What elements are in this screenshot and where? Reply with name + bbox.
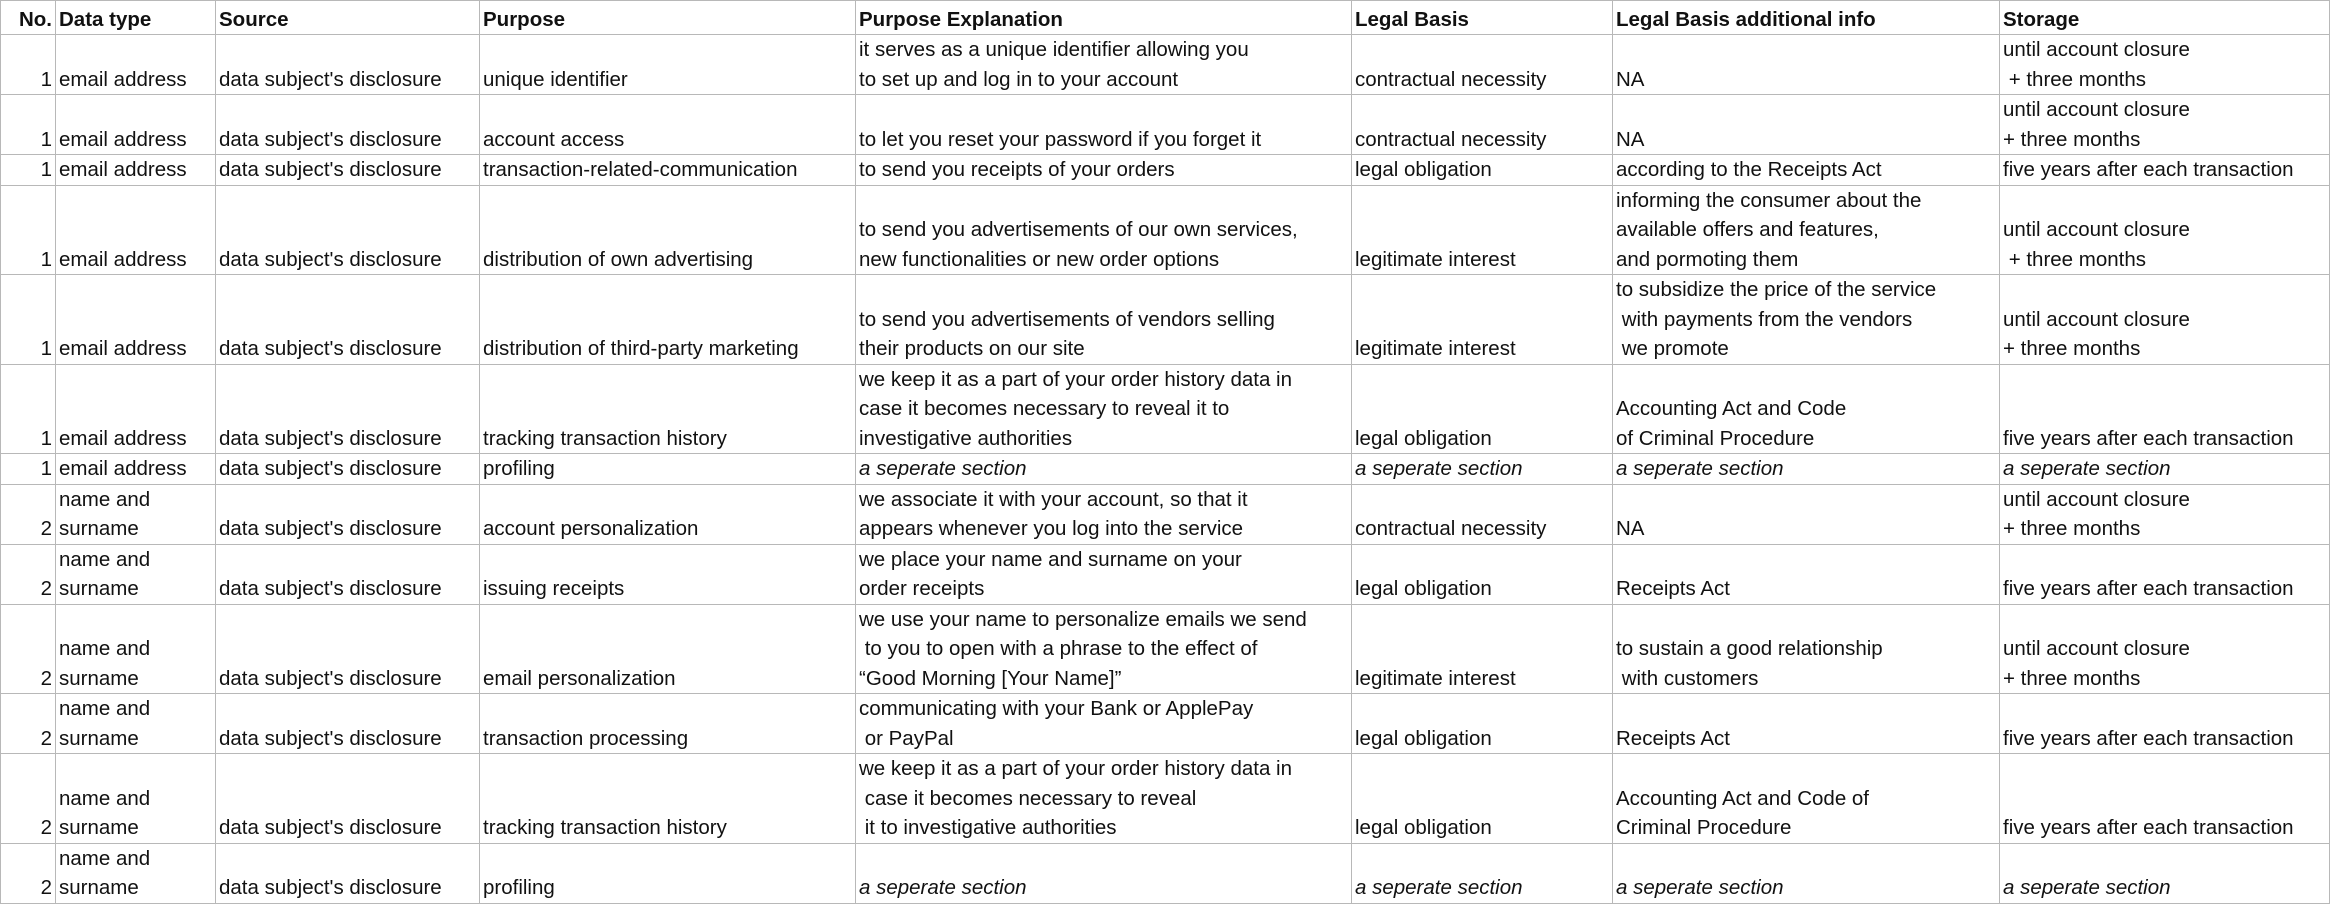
cell-source: data subject's disclosure [216,604,480,694]
cell-source: data subject's disclosure [216,364,480,454]
cell-legal-basis: legitimate interest [1352,275,1613,365]
cell-purpose-explanation: we place your name and surname on your order receipts [856,544,1352,604]
header-legal-basis-info: Legal Basis additional info [1613,1,2000,35]
table-row [1,364,2330,454]
cell-purpose-explanation: a seperate section [856,843,1352,903]
cell-legal-basis-info: NA [1613,95,2000,155]
table-row [1,275,2330,365]
cell-legal-basis: legal obligation [1352,544,1613,604]
cell-no: 2 [1,694,56,754]
cell-purpose-explanation: to send you advertisements of vendors selling their products on our site [856,275,1352,365]
table-row [1,155,2330,186]
cell-purpose: distribution of own advertising [480,185,856,275]
cell-storage: a seperate section [2000,454,2330,485]
table-row [1,185,2330,275]
cell-no: 1 [1,155,56,186]
cell-source: data subject's disclosure [216,843,480,903]
cell-legal-basis: a seperate section [1352,843,1613,903]
cell-purpose-explanation: we keep it as a part of your order history data in case it becomes necessary to reveal it to investigative authorities [856,754,1352,844]
header-legal-basis: Legal Basis [1352,1,1613,35]
cell-purpose: account personalization [480,484,856,544]
cell-source: data subject's disclosure [216,185,480,275]
cell-storage: five years after each transaction [2000,754,2330,844]
cell-storage: until account closure + three months [2000,275,2330,365]
cell-source: data subject's disclosure [216,484,480,544]
cell-no: 1 [1,275,56,365]
table-row [1,604,2330,694]
cell-data-type: name and surname [56,604,216,694]
cell-data-type: email address [56,155,216,186]
cell-legal-basis-info: NA [1613,35,2000,95]
cell-data-type: name and surname [56,694,216,754]
cell-legal-basis: legal obligation [1352,754,1613,844]
cell-no: 1 [1,185,56,275]
cell-storage: five years after each transaction [2000,544,2330,604]
cell-storage: until account closure + three months [2000,484,2330,544]
cell-no: 2 [1,484,56,544]
cell-purpose-explanation: we use your name to personalize emails we send to you to open with a phrase to the effect of “Good Morning [Your Name]” [856,604,1352,694]
cell-legal-basis-info: NA [1613,484,2000,544]
cell-source: data subject's disclosure [216,35,480,95]
cell-legal-basis-info: a seperate section [1613,454,2000,485]
cell-purpose-explanation: to send you advertisements of our own services, new functionalities or new order options [856,185,1352,275]
cell-legal-basis-info: informing the consumer about the available offers and features, and pormoting them [1613,185,2000,275]
cell-legal-basis: contractual necessity [1352,95,1613,155]
table-row [1,843,2330,903]
cell-purpose: issuing receipts [480,544,856,604]
cell-purpose: account access [480,95,856,155]
table-row [1,95,2330,155]
cell-purpose: email personalization [480,604,856,694]
header-no: No. [1,1,56,35]
cell-source: data subject's disclosure [216,275,480,365]
header-source: Source [216,1,480,35]
cell-purpose-explanation: we associate it with your account, so that it appears whenever you log into the service [856,484,1352,544]
table-row [1,694,2330,754]
cell-legal-basis-info: to subsidize the price of the service with payments from the vendors we promote [1613,275,2000,365]
cell-data-type: email address [56,454,216,485]
cell-legal-basis: contractual necessity [1352,35,1613,95]
cell-source: data subject's disclosure [216,754,480,844]
cell-source: data subject's disclosure [216,155,480,186]
cell-storage: until account closure + three months [2000,185,2330,275]
cell-storage: a seperate section [2000,843,2330,903]
cell-purpose-explanation: to send you receipts of your orders [856,155,1352,186]
cell-legal-basis-info: Accounting Act and Code of Criminal Procedure [1613,754,2000,844]
cell-legal-basis-info: Accounting Act and Code of Criminal Procedure [1613,364,2000,454]
cell-data-type: email address [56,35,216,95]
header-purpose-explanation: Purpose Explanation [856,1,1352,35]
cell-storage: five years after each transaction [2000,694,2330,754]
cell-storage: five years after each transaction [2000,155,2330,186]
header-storage: Storage [2000,1,2330,35]
cell-purpose: transaction-related-communication [480,155,856,186]
cell-no: 2 [1,544,56,604]
cell-source: data subject's disclosure [216,95,480,155]
cell-purpose-explanation: we keep it as a part of your order history data in case it becomes necessary to reveal it to investigative authorities [856,364,1352,454]
cell-data-type: email address [56,364,216,454]
table-row [1,484,2330,544]
cell-legal-basis-info: Receipts Act [1613,694,2000,754]
cell-purpose: profiling [480,454,856,485]
cell-purpose-explanation: communicating with your Bank or ApplePay or PayPal [856,694,1352,754]
cell-legal-basis: legal obligation [1352,155,1613,186]
header-row [1,1,2330,35]
cell-data-type: email address [56,185,216,275]
cell-purpose: unique identifier [480,35,856,95]
table-row [1,35,2330,95]
cell-no: 1 [1,454,56,485]
cell-legal-basis: legitimate interest [1352,604,1613,694]
header-data-type: Data type [56,1,216,35]
cell-purpose: profiling [480,843,856,903]
table-row [1,454,2330,485]
cell-storage: until account closure + three months [2000,35,2330,95]
cell-data-type: name and surname [56,843,216,903]
cell-purpose: transaction processing [480,694,856,754]
cell-purpose-explanation: a seperate section [856,454,1352,485]
cell-source: data subject's disclosure [216,544,480,604]
cell-data-type: name and surname [56,544,216,604]
cell-storage: five years after each transaction [2000,364,2330,454]
cell-data-type: name and surname [56,754,216,844]
cell-legal-basis: legal obligation [1352,364,1613,454]
cell-data-type: email address [56,95,216,155]
cell-legal-basis: legal obligation [1352,694,1613,754]
cell-data-type: email address [56,275,216,365]
cell-legal-basis: legitimate interest [1352,185,1613,275]
cell-purpose-explanation: it serves as a unique identifier allowing you to set up and log in to your account [856,35,1352,95]
cell-no: 1 [1,35,56,95]
cell-legal-basis: a seperate section [1352,454,1613,485]
cell-storage: until account closure + three months [2000,604,2330,694]
cell-legal-basis-info: to sustain a good relationship with customers [1613,604,2000,694]
table-row [1,754,2330,844]
cell-no: 1 [1,95,56,155]
cell-legal-basis: contractual necessity [1352,484,1613,544]
cell-source: data subject's disclosure [216,454,480,485]
cell-legal-basis-info: according to the Receipts Act [1613,155,2000,186]
cell-purpose-explanation: to let you reset your password if you forget it [856,95,1352,155]
cell-no: 2 [1,754,56,844]
cell-no: 2 [1,604,56,694]
table-row [1,544,2330,604]
cell-storage: until account closure + three months [2000,95,2330,155]
cell-purpose: distribution of third-party marketing [480,275,856,365]
cell-no: 1 [1,364,56,454]
header-purpose: Purpose [480,1,856,35]
cell-purpose: tracking transaction history [480,754,856,844]
cell-data-type: name and surname [56,484,216,544]
cell-purpose: tracking transaction history [480,364,856,454]
cell-no: 2 [1,843,56,903]
cell-source: data subject's disclosure [216,694,480,754]
cell-legal-basis-info: Receipts Act [1613,544,2000,604]
cell-legal-basis-info: a seperate section [1613,843,2000,903]
